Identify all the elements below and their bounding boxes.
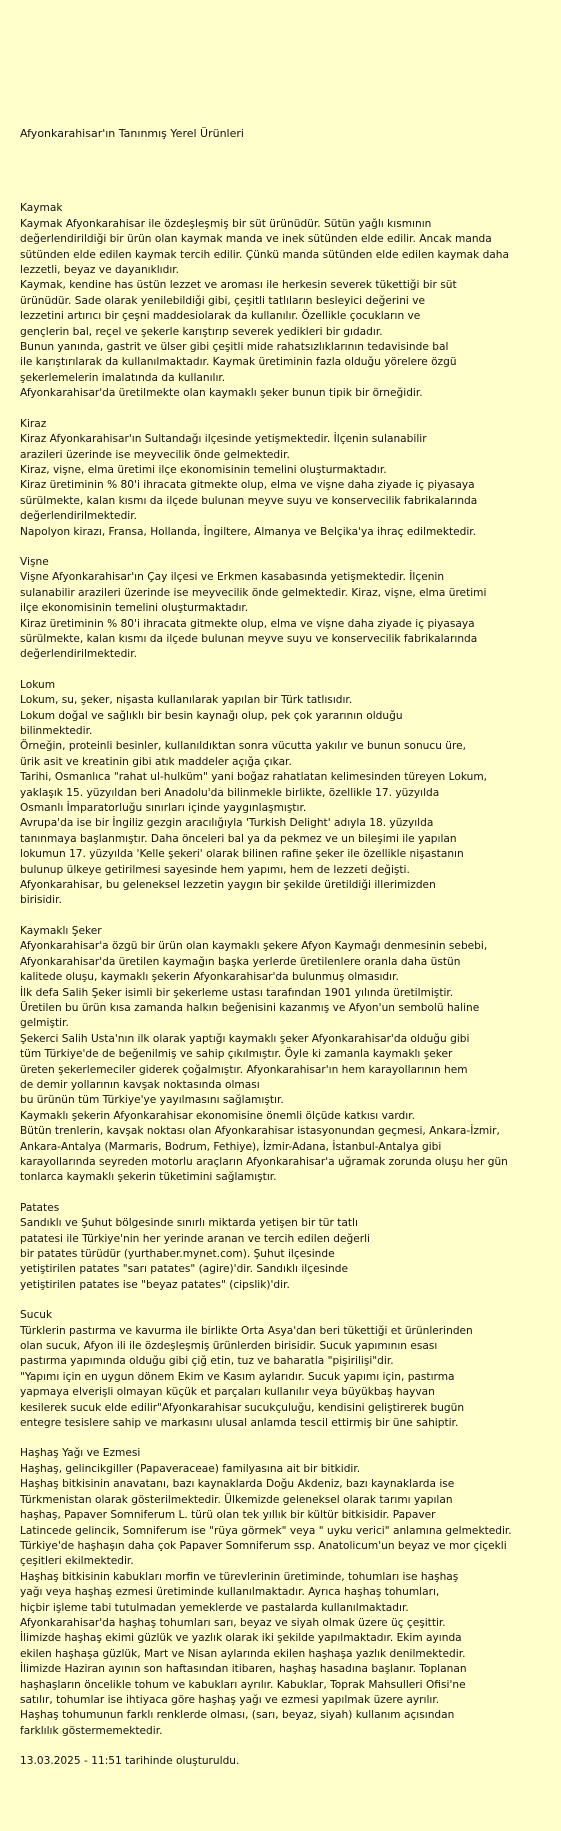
section-text-line: Vişne Afyonkarahisar'ın Çay ilçesi ve Erkmen kasabasında yetişmektedir. İlçenin [20, 571, 445, 584]
section-text-line: Avrupa'da ise bir İngiliz gezgin aracılığıyla 'Turkish Delight' adıyla 18. yüzyılda [20, 817, 434, 830]
section-heading: Sucuk [20, 1309, 53, 1322]
section-text-line: yağı veya haşhaş ezmesi üretiminde kullanılmaktadır. Ayrıca haşhaş tohumları, [20, 1586, 440, 1599]
section-text-line: Tarihi, Osmanlıca "rahat ul-hulküm" yani boğaz rahatlatan kelimesinden türeyen Lokum, [20, 771, 488, 784]
section-text-line: haşhaş, Papaver Somniferum L. türü olan tek yıllık bir kültür bitkisidir. Papaver [20, 1509, 436, 1522]
section-text-line: değerlendirilmektedir. [20, 510, 137, 523]
section-text-line: şekerlemelerin imalatında da kullanılır. [20, 371, 226, 384]
section-text-line: sulanabilir arazileri üzerinde ise meyvecilik önde gelmektedir. Kiraz, vişne, elma üretimi [20, 586, 487, 599]
section-text-line: bir patates türüdür (yurthaber.mynet.com). Şuhut ilçesinde [20, 1248, 335, 1260]
section-text-line: Lokum doğal ve sağlıklı bir besin kaynağı olup, pek çok yararının olduğu [20, 709, 403, 722]
section-heading: Kaymaklı Şeker [20, 924, 102, 937]
section-text-line: bilinmektedir. [20, 725, 93, 737]
section-text-line: Haşhaş tohumunun farklı renklerde olması, (sarı, beyaz, siyah) kullanım açısından [20, 1709, 455, 1722]
section-text-line: ürünüdür. Sade olarak yenilebildiği gibi, çeşitli tatlıların besleyici değerini ve [20, 294, 426, 307]
section-text-line: Üretilen bu ürün kısa zamanda halkın beğenisini kazanmış ve Afyon'un sembolü haline [20, 1001, 480, 1014]
section-text-line: İlimizde haşhaş ekimi güzlük ve yazlık olarak iki şekilde yapılmaktadır. Ekim ayında [20, 1632, 462, 1645]
section-text-line: üreten şekerlemeciler giderek çoğalmıştır. Afyonkarahisar'ın hem karayollarının hem [20, 1063, 468, 1076]
section-heading: Lokum [20, 678, 56, 691]
section-text-line: Haşhaş bitkisinin kabukları morfin ve türevlerinin üretiminde, tohumları ise haşhaş [20, 1570, 459, 1583]
sections-container [20, 201, 549, 1739]
section-text-line: farklılık göstermemektedir. [20, 1724, 163, 1737]
product-section [20, 555, 549, 663]
section-text-line: Lokum, su, şeker, nişasta kullanılarak yapılan bir Türk tatlısıdır. [20, 694, 353, 707]
section-text-line: sürülmekte, kalan kısmı da ilçede bulunan meyve suyu ve konservecilik fabrikalarında [20, 494, 478, 507]
product-section [20, 1201, 549, 1293]
section-text-line: ekilen haşhaşa güzlük, Mart ve Nisan aylarında ekilen haşhaşa yazlık denilmektedir. [20, 1647, 466, 1660]
section-text-line: tonlarca kaymaklı şekerin tüketimini sağlamıştır. [20, 1171, 277, 1184]
section-text-line: gençlerin bal, reçel ve şekerle karıştırıp severek yedikleri bir gıdadır. [20, 325, 383, 338]
section-text-line: Afyonkarahisar'a özgü bir ürün olan kaymaklı şekere Afyon Kaymağı denmesinin sebebi, [20, 940, 488, 953]
section-text-line: İlk defa Salih Şeker isimli bir şekerleme ustası tarafından 1901 yılında üretilmiştir. [20, 986, 454, 999]
section-text-line: sütünden elde edilen kaymak tercih edilir. Çünkü manda sütünden elde edilen kaymak daha [20, 248, 510, 261]
section-text-line: de demir yollarının kavşak noktasında olması [20, 1078, 260, 1091]
product-section [20, 1446, 549, 1739]
section-text-line: tüm Türkiye'de de beğenilmiş ve sahip çıkılmıştır. Öyle ki zamanla kaymaklı şeker [20, 1048, 453, 1061]
section-text-line: Kiraz, vişne, elma üretimi ilçe ekonomisinin temelini oluşturmaktadır. [20, 463, 387, 476]
section-text-line: yetiştirilen patates ise "beyaz patates" (cipslik)'dir. [20, 1278, 290, 1291]
section-text-line: lezzetini artırıcı bir çeşni maddesiolarak da kullanılır. Özellikle çocukların ve [20, 310, 421, 323]
section-text-line: Ankara-Antalya (Marmaris, Bodrum, Fethiye), İzmir-Adana, İstanbul-Antalya gibi [20, 1140, 442, 1153]
section-text-line: Türkiye'de haşhaşın daha çok Papaver Somniferum ssp. Anatolicum'un beyaz ve mor çiçekli [20, 1539, 507, 1552]
section-text-line: Kiraz üretiminin % 80'i ihracata gitmekte olup, elma ve vişne daha ziyade iç piyasaya [20, 617, 475, 630]
section-text-line: Türkmenistan olarak gösterilmektedir. Ülkemizde geleneksel olarak tarımı yapılan [20, 1493, 453, 1506]
section-text-line: yapmaya elverişli olmayan küçük et parçaları kullanılır veya büyükbaş hayvan [20, 1386, 435, 1399]
section-text-line: Bunun yanında, gastrit ve ülser gibi çeşitli mide rahatsızlıklarının tedavisinde bal [20, 341, 449, 354]
product-section [20, 1308, 549, 1431]
section-text-line: Afyonkarahisar, bu geleneksel lezzetin yaygın bir şekilde üretildiği illerimizden [20, 879, 436, 892]
product-section [20, 201, 549, 401]
section-text-line: pastırma yapımında olduğu gibi çiğ etin, tuz ve baharatla "pişirilişi"dir. [20, 1355, 394, 1368]
section-text-line: entegre tesislere sahip ve markasını ulusal anlamda tescil ettirmiş bir üne sahiptir. [20, 1417, 459, 1430]
section-text-line: Haşhaş, gelincikgiller (Papaveraceae) familyasına ait bir bitkidir. [20, 1462, 361, 1475]
section-text-line: gelmiştir. [20, 1017, 69, 1030]
section-text-line: bu ürünün tüm Türkiye'ye yayılmasını sağlamıştır. [20, 1094, 284, 1107]
section-text-line: Sandıklı ve Şuhut bölgesinde sınırlı miktarda yetişen bir tür tatlı [20, 1217, 358, 1230]
product-section [20, 417, 549, 540]
section-text-line: Şekerci Salih Usta'nın ilk olarak yaptığı kaymaklı şeker Afyonkarahisar'da olduğu gibi [20, 1032, 470, 1045]
section-text-line: ilçe ekonomisinin temelini oluşturmaktadır. [20, 602, 249, 615]
section-heading: Haşhaş Yağı ve Ezmesi [20, 1447, 141, 1460]
section-text-line: karayollarında seyreden motorlu araçların Afyonkarahisar'a uğramak zorunda oluşu her gün [20, 1155, 508, 1168]
section-text-line: patatesi ile Türkiye'nin her yerinde aranan ve tercih edilen değerli [20, 1232, 370, 1245]
section-text-line: Örneğin, proteinli besinler, kullanıldıktan sonra vücutta yakılır ve bunun sonucu üre, [20, 740, 466, 753]
section-text-line: bulunup ülkeye getirilmesi sayesinde hem yapımı, hem de lezzeti değişti. [20, 863, 410, 876]
section-text-line: Osmanlı İmparatorluğu sınırları içinde yaygınlaşmıştır. [20, 802, 307, 815]
section-text-line: Kiraz üretiminin % 80'i ihracata gitmekte olup, elma ve vişne daha ziyade iç piyasaya [20, 479, 475, 492]
section-text-line: yetiştirilen patates "sarı patates" (agire)'dir. Sandıklı ilçesinde [20, 1263, 349, 1276]
section-text-line: olan sucuk, Afyon ili ile özdeşleşmiş ürünlerden birisidir. Sucuk yapımının esası [20, 1340, 438, 1353]
section-text-line: Napolyon kirazı, Fransa, Hollanda, İngiltere, Almanya ve Belçika'ya ihraç edilmektedir. [20, 525, 477, 538]
section-text-line: tanınmaya başlanmıştır. Daha önceleri bal ya da pekmez ve un bileşimi ile yapılan [20, 832, 457, 845]
section-text-line: İlimizde Haziran ayının son haftasından itibaren, haşhaş hasadına başlanır. Toplanan [20, 1663, 467, 1676]
section-text-line: arazileri üzerinde ise meyvecilik önde gelmektedir. [20, 448, 290, 461]
section-text-line: Kaymak Afyonkarahisar ile özdeşleşmiş bir süt ürünüdür. Sütün yağlı kısmının [20, 217, 432, 230]
section-text-line: Afyonkarahisar'da haşhaş tohumları sarı, beyaz ve siyah olmak üzere üç çeşittir. [20, 1616, 446, 1629]
section-text-line: hiçbir işleme tabi tutulmadan yemeklerde ve pastalarda kullanılmaktadır. [20, 1601, 409, 1614]
section-text-line: sürülmekte, kalan kısmı da ilçede bulunan meyve suyu ve konservecilik fabrikalarında [20, 632, 478, 645]
generated-timestamp: 13.03.2025 - 11:51 tarihinde oluşturuldu. [20, 1755, 240, 1768]
section-text-line: Kaymak, kendine has üstün lezzet ve aroması ile herkesin severek tükettiği bir süt [20, 279, 457, 292]
section-text-line: satılır, tohumlar ise ihtiyaca göre haşhaş yağı ve ezmesi yapılmak üzere ayrılır. [20, 1693, 440, 1706]
section-text-line: "Yapımı için en uygun dönem Ekim ve Kasım aylarıdır. Sucuk yapımı için, pastırma [20, 1370, 455, 1383]
section-text-line: çeşitleri ekilmektedir. [20, 1555, 134, 1568]
section-text-line: kesilerek sucuk elde edilir"Afyonkarahisar sucukçuluğu, kendisini geliştirerek bugün [20, 1401, 465, 1414]
section-text-line: değerlendirildiği bir ürün olan kaymak manda ve inek sütünden elde edilir. Ancak manda [20, 233, 492, 246]
section-text-line: Kiraz Afyonkarahisar'ın Sultandağı ilçesinde yetişmektedir. İlçenin sulanabilir [20, 433, 427, 446]
section-text-line: Bütün trenlerin, kavşak noktası olan Afyonkarahisar istasyonundan geçmesi, Ankara-İzmir, [20, 1125, 500, 1138]
section-text-line: kalitede oluşu, kaymaklı şekerin Afyonkarahisar'da bulunmuş olmasıdır. [20, 971, 399, 984]
product-section [20, 678, 549, 909]
section-text-line: haşhaşların öncelikle tohum ve kabukları ayrılır. Kabuklar, Toprak Mahsulleri Ofisi'ne [20, 1678, 466, 1691]
section-text-line: Afyonkarahisar'da üretilen kaymağın başka yerlerde üretilenlere oranla daha üstün [20, 955, 461, 968]
section-heading: Kiraz [20, 417, 47, 430]
section-heading: Vişne [20, 555, 49, 568]
section-text-line: lezzetli, beyaz ve dayanıklıdır. [20, 264, 180, 277]
section-heading: Patates [20, 1201, 60, 1214]
section-text-line: Latincede gelincik, Somniferum ise "rüya görmek" veya " uyku verici" anlamına gelmektedir. [20, 1524, 512, 1537]
page-title: Afyonkarahisar'ın Tanınmış Yerel Ürünleri [20, 127, 244, 140]
section-text-line: Haşhaş bitkisinin anavatanı, bazı kaynaklarda Doğu Akdeniz, bazı kaynaklarda ise [20, 1478, 455, 1491]
section-text-line: birisidir. [20, 894, 62, 907]
section-heading: Kaymak [20, 202, 63, 215]
product-section [20, 924, 549, 1186]
section-text-line: Afyonkarahisar'da üretilmekte olan kaymaklı şeker bunun tipik bir örneğidir. [20, 387, 423, 400]
section-text-line: lokumun 17. yüzyılda 'Kelle şekeri' olarak bilinen rafine şeker ile özellikle nişastanın [20, 848, 464, 861]
section-text-line: Türklerin pastırma ve kavurma ile birlikte Orta Asya'dan beri tükettiği et ürünlerinden [20, 1324, 473, 1337]
section-text-line: değerlendirilmektedir. [20, 648, 137, 661]
section-text-line: ürik asit ve kreatinin gibi atık maddeler açığa çıkar. [20, 755, 292, 768]
section-text-line: Kaymaklı şekerin Afyonkarahisar ekonomisine önemli ölçüde katkısı vardır. [20, 1109, 415, 1122]
section-text-line: yaklaşık 15. yüzyıldan beri Anadolu'da bilinmekle birlikte, özellikle 17. yüzyılda [20, 786, 440, 799]
section-text-line: ile karıştırılarak da kullanılmaktadır. Kaymak üretiminin fazla olduğu yörelere özgü [20, 356, 457, 369]
